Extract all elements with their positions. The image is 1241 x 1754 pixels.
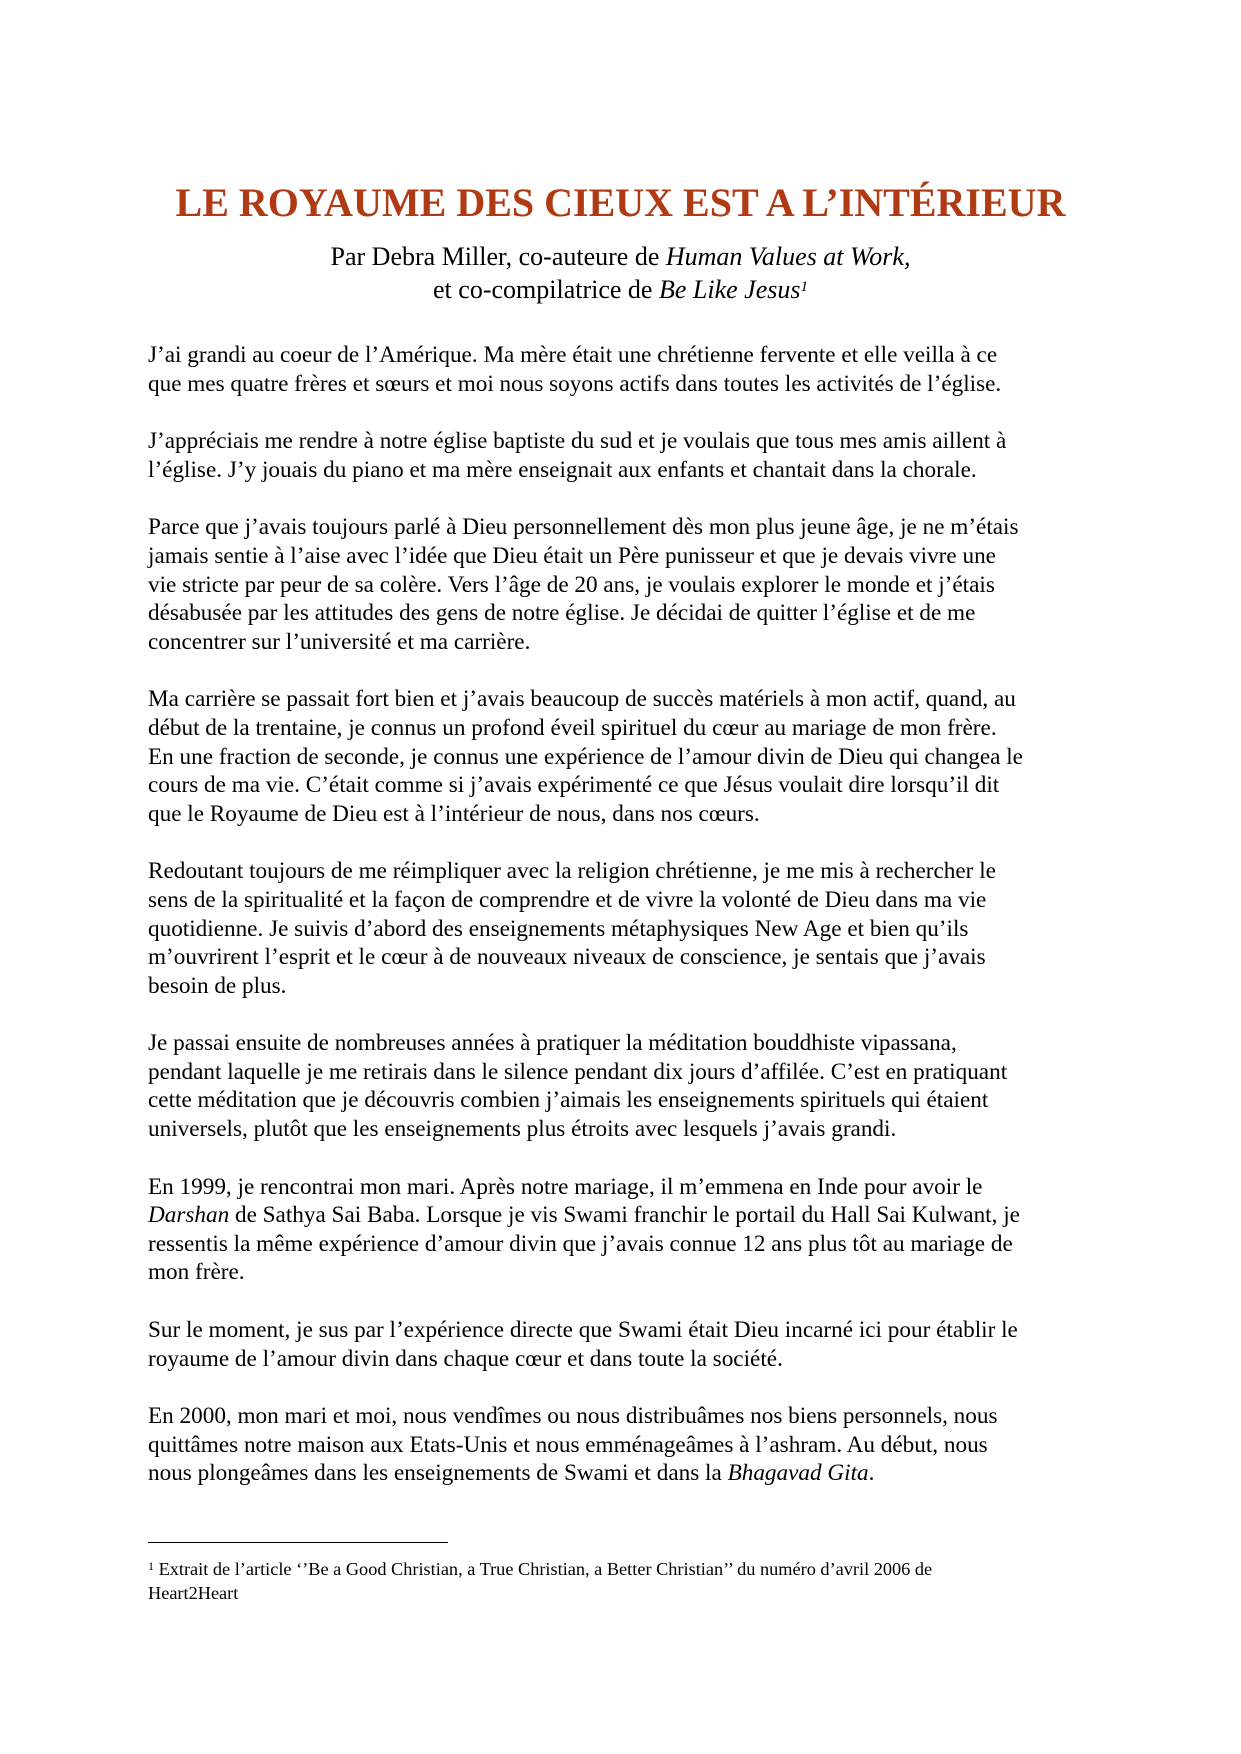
footnote-separator — [148, 1542, 448, 1543]
byline-prefix-2: et co-compilatrice de — [433, 275, 659, 304]
paragraph-line: cette méditation que je découvris combien j’aimais les enseignements spirituels qui étaient — [148, 1087, 989, 1114]
paragraph-line: début de la trentaine, je connus un profond éveil spirituel du cœur au mariage de mon frère. — [148, 714, 997, 741]
paragraph-line: concentrer sur l’université et ma carrière. — [148, 628, 531, 655]
line-text: . — [868, 1460, 875, 1487]
paragraph — [148, 685, 1093, 828]
paragraph — [148, 1029, 1093, 1143]
byline — [0, 240, 1241, 306]
paragraph-line: vie stricte par peur de sa colère. Vers l’âge de 20 ans, je voulais explorer le monde et j’étais — [148, 571, 995, 598]
paragraph-line: ressentis la même expérience d’amour divin que j’avais connue 12 ans plus tôt au mariage de — [148, 1230, 1013, 1257]
book-title-be-like-jesus: Be Like Jesus — [658, 275, 801, 304]
paragraph-line: quotidienne. Je suivis d’abord des enseignements métaphysiques New Age et bien qu’ils — [148, 915, 969, 942]
book-title-human-values: Human Values at Work, — [665, 242, 911, 271]
article-body — [148, 341, 1093, 1517]
paragraph — [148, 857, 1093, 1000]
footnote-reference: 1 — [800, 279, 808, 295]
paragraph-line: m’ouvrirent l’esprit et le cœur à de nouveaux niveaux de conscience, je sentais que j’avais — [148, 944, 986, 971]
paragraph-line: pendant laquelle je me retirais dans le silence pendant dix jours d’affilée. C’est en pratiquant — [148, 1058, 1008, 1085]
paragraph-line: J’ai grandi au coeur de l’Amérique. Ma mère était une chrétienne fervente et elle veilla à ce — [148, 342, 998, 368]
footnote-line-2: Heart2Heart — [148, 1583, 239, 1603]
document-title: LE ROYAUME DES CIEUX EST A L’INTÉRIEUR — [175, 179, 1066, 225]
paragraph-line: universels, plutôt que les enseignements plus étroits avec lesquels j’avais grandi. — [148, 1116, 897, 1143]
footnote-marker: 1 — [148, 1559, 154, 1573]
paragraph-line: besoin de plus. — [148, 972, 287, 999]
byline-line-2 — [0, 273, 1241, 306]
paragraph-line: En une fraction de seconde, je connus une expérience de l’amour divin de Dieu qui changea le — [148, 743, 1023, 770]
paragraph-line: Ma carrière se passait fort bien et j’avais beaucoup de succès matériels à mon actif, quand, au — [148, 686, 1016, 713]
paragraph-line: Parce que j’avais toujours parlé à Dieu personnellement dès mon plus jeune âge, je ne m’étais — [148, 514, 1019, 541]
paragraph-line: Redoutant toujours de me réimpliquer avec la religion chrétienne, je me mis à rechercher le — [148, 858, 996, 885]
paragraph-line — [148, 1201, 1093, 1230]
footnote-text: Extrait de l’article ‘’Be a Good Christian, a True Christian, a Better Christian’’ du numéro d’avril 2006 de — [154, 1559, 933, 1579]
italic-term: Bhagavad Gita — [727, 1460, 869, 1487]
paragraph-line: que mes quatre frères et sœurs et moi nous soyons actifs dans toutes les activités de l’église. — [148, 370, 1002, 397]
paragraph-line: désabusée par les attitudes des gens de notre église. Je décidai de quitter l’église et de me — [148, 600, 976, 627]
italic-term: Darshan — [148, 1202, 230, 1229]
paragraph — [148, 427, 1093, 484]
footnote-line-1 — [148, 1557, 1093, 1581]
paragraph-line: J’appréciais me rendre à notre église baptiste du sud et je voulais que tous mes amis aillent à — [148, 428, 1007, 455]
paragraph — [148, 1402, 1093, 1488]
paragraph-line: sens de la spiritualité et la façon de comprendre et de vivre la volonté de Dieu dans ma vie — [148, 886, 987, 913]
paragraph-line: quittâmes notre maison aux Etats-Unis et nous emménageâmes à l’ashram. Au début, nous — [148, 1431, 988, 1458]
paragraph-line: Sur le moment, je sus par l’expérience directe que Swami était Dieu incarné ici pour établir le — [148, 1317, 1018, 1344]
paragraph-line: mon frère. — [148, 1259, 245, 1286]
byline-prefix-1: Par Debra Miller, co-auteure de — [330, 242, 666, 271]
paragraph-line: l’église. J’y jouais du piano et ma mère enseignait aux enfants et chantait dans la chorale. — [148, 456, 977, 483]
paragraph-line: que le Royaume de Dieu est à l’intérieur de nous, dans nos cœurs. — [148, 800, 760, 827]
paragraph — [148, 1316, 1093, 1373]
line-text: de Sathya Sai Baba. Lorsque je vis Swami franchir le portail du Hall Sai Kulwant, je — [229, 1202, 1020, 1229]
paragraph — [148, 513, 1093, 656]
paragraph — [148, 341, 1093, 398]
paragraph-line — [148, 1459, 1093, 1488]
paragraph-line: cours de ma vie. C’était comme si j’avais expérimenté ce que Jésus voulait dire lorsqu’il dit — [148, 772, 1000, 799]
paragraph-line: Je passai ensuite de nombreuses années à pratiquer la méditation bouddhiste vipassana, — [148, 1030, 957, 1057]
paragraph-line: En 2000, mon mari et moi, nous vendîmes ou nous distribuâmes nos biens personnels, nous — [148, 1403, 998, 1430]
footnote — [148, 1557, 1093, 1605]
paragraph-line: En 1999, je rencontrai mon mari. Après notre mariage, il m’emmena en Inde pour avoir le — [148, 1173, 983, 1200]
paragraph-line: jamais sentie à l’aise avec l’idée que Dieu était un Père punisseur et que je devais vivre une — [148, 542, 996, 569]
paragraph — [148, 1173, 1093, 1287]
line-text: nous plongeâmes dans les enseignements de Swami et dans la — [148, 1460, 728, 1487]
paragraph-line: royaume de l’amour divin dans chaque cœur et dans toute la société. — [148, 1345, 783, 1372]
byline-line-1 — [0, 240, 1241, 273]
